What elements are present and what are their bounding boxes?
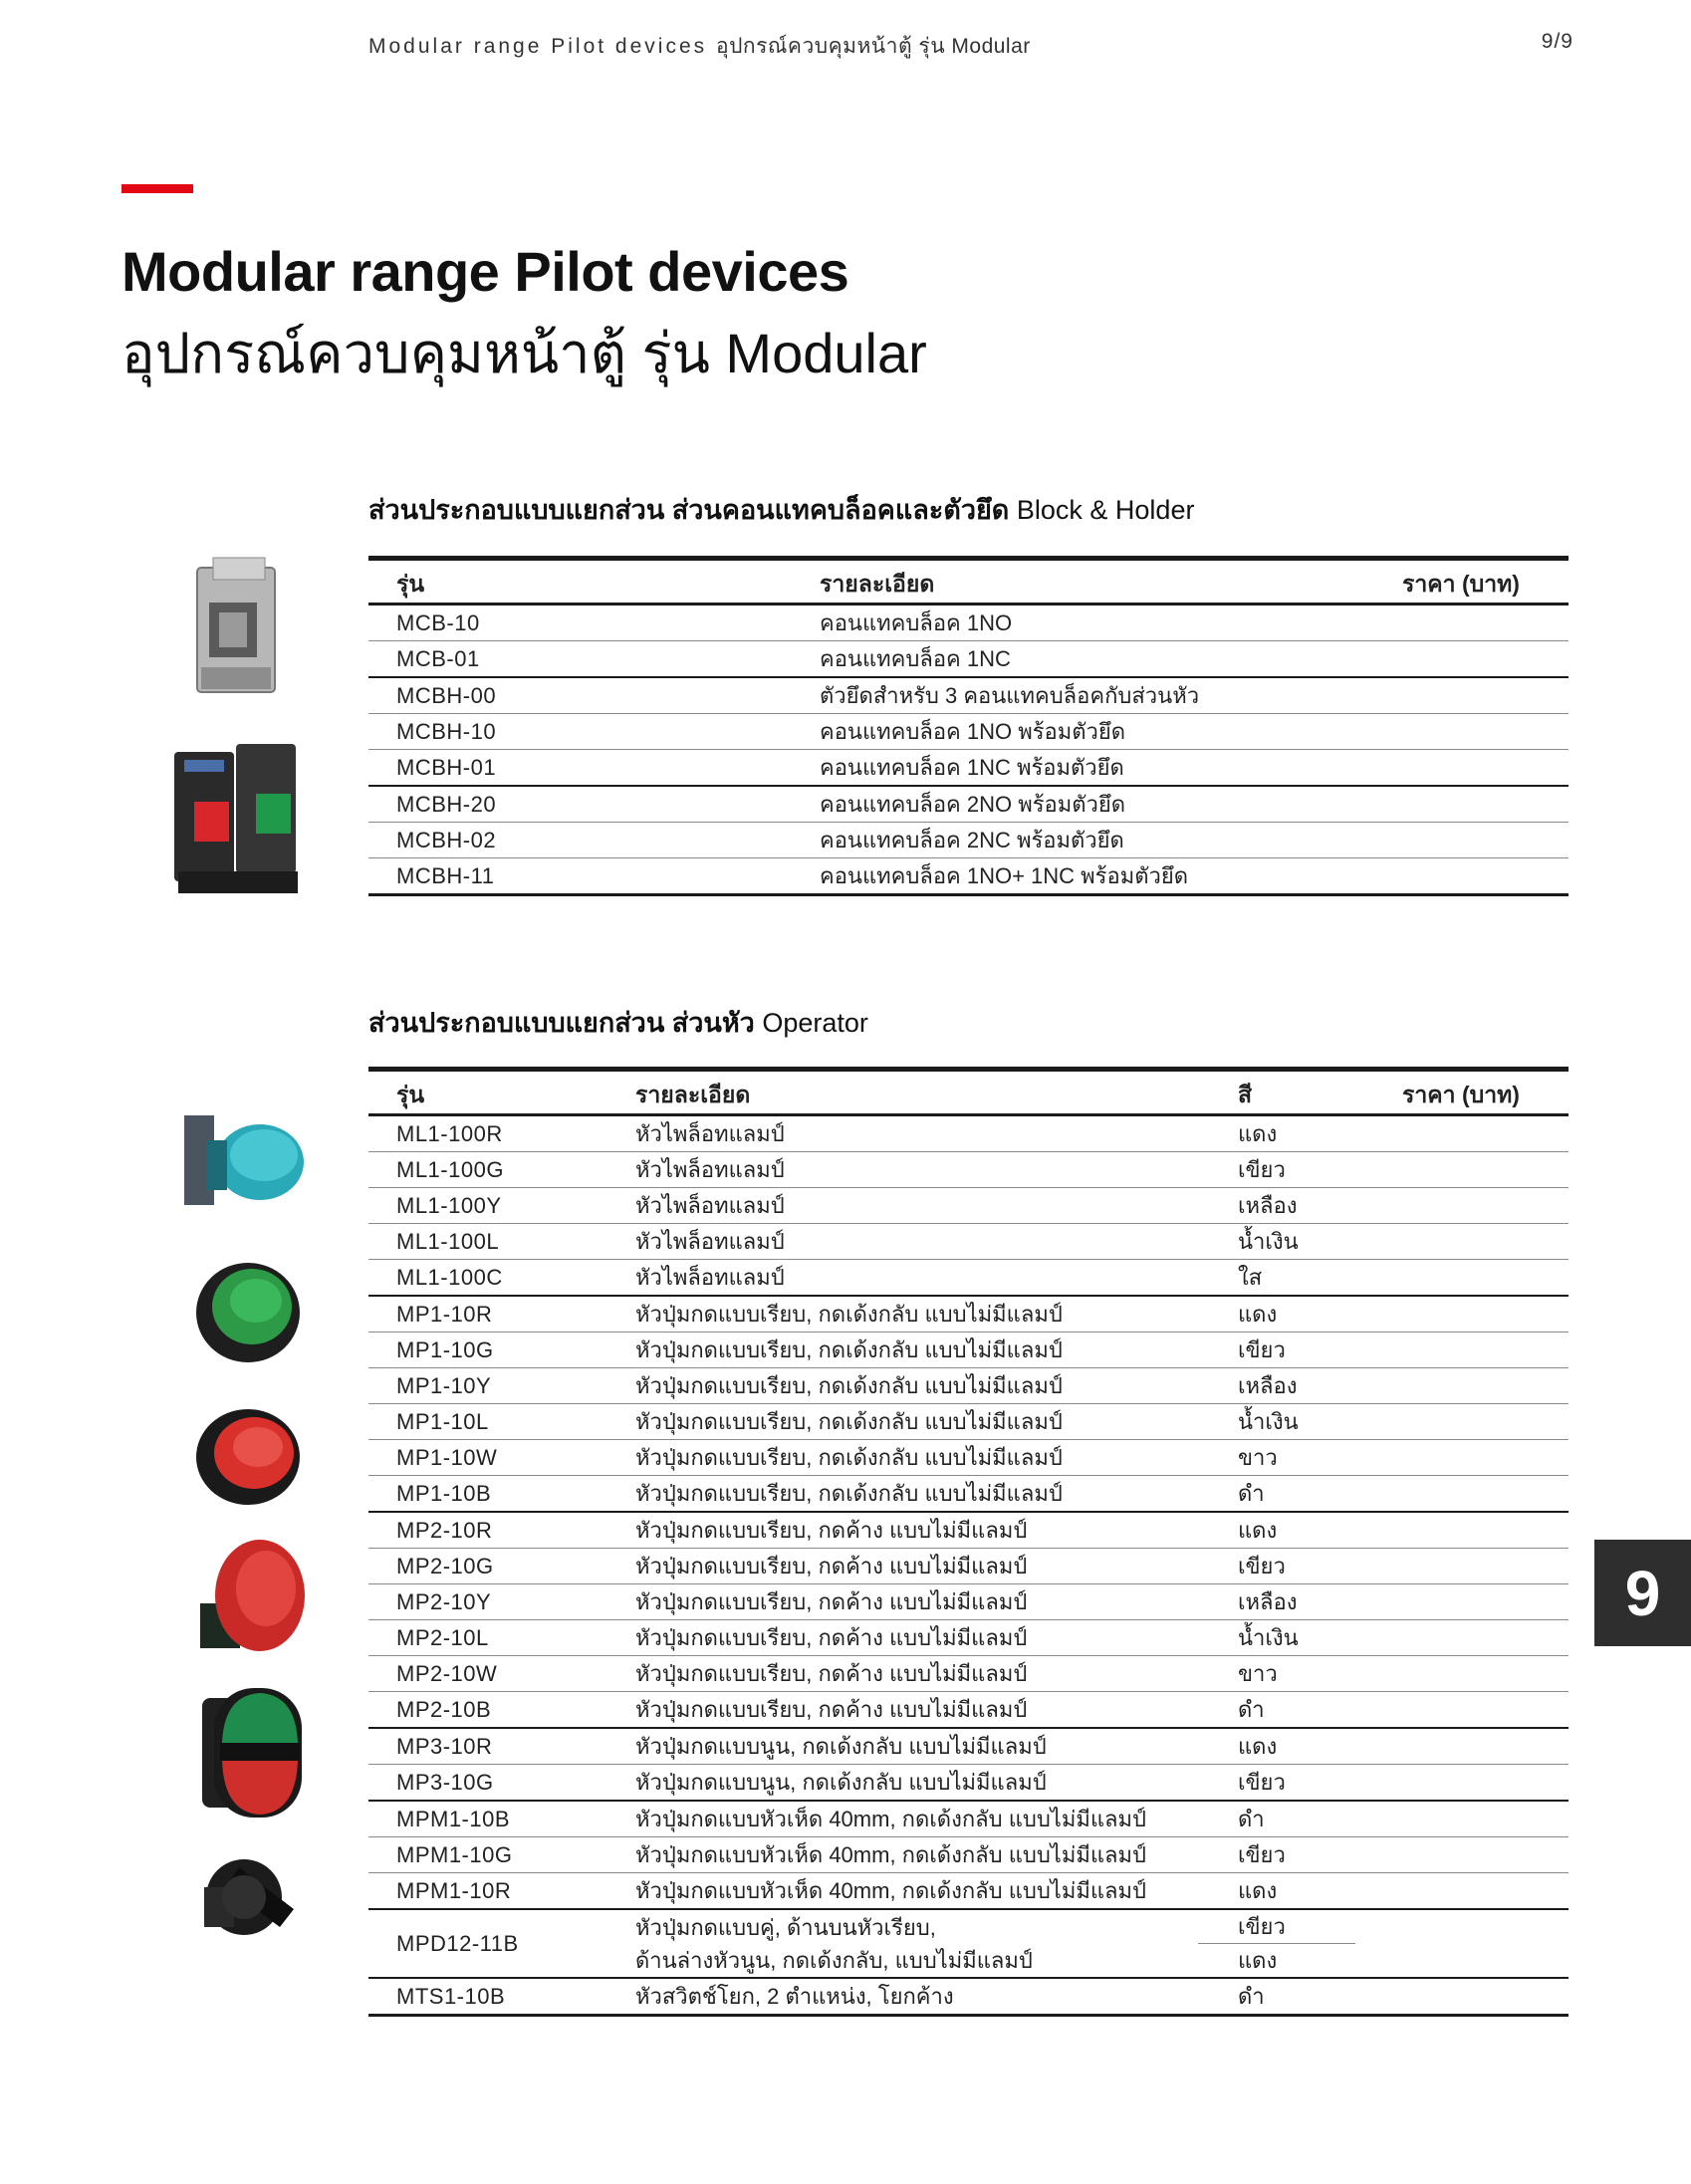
- color-cell: เขียว: [1210, 1765, 1374, 1802]
- detail-cell: หัวปุ่มกดแบบเรียบ, กดค้าง แบบไม่มีแลมป์: [607, 1620, 1210, 1656]
- table-row: [368, 1260, 1569, 1297]
- col-detail-header: รายละเอียด: [607, 1070, 1210, 1115]
- detail-cell: หัวปุ่มกดแบบเรียบ, กดเด้งกลับ แบบไม่มีแลมป์: [607, 1296, 1210, 1333]
- color-cell: ใส: [1210, 1260, 1374, 1297]
- price-cell: [1374, 1404, 1569, 1440]
- model-cell: MP1-10B: [368, 1476, 607, 1513]
- color-cell: ขาว: [1210, 1440, 1374, 1476]
- price-cell: [1374, 786, 1569, 823]
- price-cell: [1374, 1260, 1569, 1297]
- red-mushroom-button-image: [192, 1534, 307, 1658]
- detail-cell: หัวไพล็อทแลมป์: [607, 1152, 1210, 1188]
- selector-switch-image: [194, 1847, 309, 1947]
- contact-block-image: [179, 543, 289, 702]
- table-row: [368, 677, 1569, 714]
- model-cell: MP1-10W: [368, 1440, 607, 1476]
- section1-title: [368, 488, 1194, 531]
- model-cell: MPM1-10R: [368, 1873, 607, 1910]
- model-cell: MPM1-10B: [368, 1801, 607, 1837]
- price-cell: [1374, 858, 1569, 895]
- color-cell: แดง: [1210, 1873, 1374, 1910]
- color-cell: ดำ: [1210, 1476, 1374, 1513]
- table-row: [368, 1296, 1569, 1333]
- detail-cell: หัวปุ่มกดแบบเรียบ, กดเด้งกลับ แบบไม่มีแลมป์: [607, 1404, 1210, 1440]
- detail-cell: หัวปุ่มกดแบบหัวเห็ด 40mm, กดเด้งกลับ แบบไม่มีแลมป์: [607, 1837, 1210, 1873]
- model-cell: MP3-10G: [368, 1765, 607, 1802]
- running-title-en: Modular range Pilot devices: [368, 35, 708, 58]
- color-cell: เหลือง: [1210, 1188, 1374, 1224]
- price-cell: [1374, 677, 1569, 714]
- running-header: [368, 30, 1031, 63]
- detail-cell: หัวปุ่มกดแบบเรียบ, กดเด้งกลับ แบบไม่มีแลมป์: [607, 1476, 1210, 1513]
- detail-cell: [607, 1909, 1210, 1978]
- detail-cell: หัวปุ่มกดแบบเรียบ, กดค้าง แบบไม่มีแลมป์: [607, 1584, 1210, 1620]
- detail-cell: หัวไพล็อทแลมป์: [607, 1188, 1210, 1224]
- model-cell: MP2-10W: [368, 1656, 607, 1692]
- section2-title-en: Operator: [762, 1008, 868, 1038]
- table-row: [368, 1549, 1569, 1584]
- table-row: [368, 1978, 1569, 2016]
- model-cell: ML1-100L: [368, 1224, 607, 1260]
- table-row: [368, 1404, 1569, 1440]
- price-cell: [1374, 1115, 1569, 1152]
- detail-cell: หัวสวิตช์โยก, 2 ตำแหน่ง, โยกค้าง: [607, 1978, 1210, 2016]
- table-row: [368, 1620, 1569, 1656]
- detail-cell: หัวปุ่มกดแบบหัวเห็ด 40mm, กดเด้งกลับ แบบไม่มีแลมป์: [607, 1873, 1210, 1910]
- table-row: [368, 1152, 1569, 1188]
- color-line-1: เขียว: [1198, 1910, 1355, 1944]
- price-cell: [1374, 1296, 1569, 1333]
- detail-cell: คอนแทคบล็อค 1NC พร้อมตัวยึด: [792, 750, 1374, 787]
- table-row: [368, 1765, 1569, 1802]
- table-row: [368, 750, 1569, 787]
- table-header-row: [368, 1070, 1569, 1115]
- color-cell: แดง: [1210, 1512, 1374, 1549]
- detail-cell: คอนแทคบล็อค 1NC: [792, 641, 1374, 678]
- detail-cell: หัวปุ่มกดแบบนูน, กดเด้งกลับ แบบไม่มีแลมป์: [607, 1728, 1210, 1765]
- section2-title: [368, 1001, 868, 1044]
- model-cell: ML1-100Y: [368, 1188, 607, 1224]
- price-cell: [1374, 1978, 1569, 2016]
- color-cell: [1210, 1909, 1374, 1978]
- model-cell: MCBH-01: [368, 750, 792, 787]
- table-row: [368, 1224, 1569, 1260]
- model-cell: ML1-100C: [368, 1260, 607, 1297]
- detail-cell: คอนแทคบล็อค 1NO พร้อมตัวยึด: [792, 714, 1374, 750]
- table-row: [368, 1188, 1569, 1224]
- table-row: [368, 1728, 1569, 1765]
- detail-cell: คอนแทคบล็อค 2NO พร้อมตัวยึด: [792, 786, 1374, 823]
- page-number: 9/9: [1541, 30, 1573, 53]
- price-cell: [1374, 1837, 1569, 1873]
- red-flush-button-image: [192, 1399, 304, 1509]
- table-header-row: [368, 559, 1569, 605]
- color-cell: เหลือง: [1210, 1584, 1374, 1620]
- table-row: [368, 1837, 1569, 1873]
- model-cell: MCB-10: [368, 605, 792, 641]
- model-cell: MP1-10L: [368, 1404, 607, 1440]
- table-row: [368, 1476, 1569, 1513]
- green-flush-button-image: [192, 1253, 304, 1367]
- detail-cell: หัวปุ่มกดแบบเรียบ, กดค้าง แบบไม่มีแลมป์: [607, 1512, 1210, 1549]
- price-cell: [1374, 1765, 1569, 1802]
- model-cell: MP2-10R: [368, 1512, 607, 1549]
- model-cell: MCBH-00: [368, 677, 792, 714]
- table-row: [368, 1368, 1569, 1404]
- color-cell: แดง: [1210, 1115, 1374, 1152]
- chapter-tab: 9: [1594, 1540, 1691, 1646]
- detail-cell: หัวปุ่มกดแบบเรียบ, กดค้าง แบบไม่มีแลมป์: [607, 1549, 1210, 1584]
- model-cell: MCBH-11: [368, 858, 792, 895]
- price-cell: [1374, 1512, 1569, 1549]
- model-cell: MP1-10Y: [368, 1368, 607, 1404]
- price-cell: [1374, 1656, 1569, 1692]
- color-cell: ดำ: [1210, 1978, 1374, 2016]
- model-cell: MCB-01: [368, 641, 792, 678]
- color-cell: น้ำเงิน: [1210, 1224, 1374, 1260]
- table-row: [368, 1692, 1569, 1729]
- table-row: [368, 858, 1569, 895]
- col-detail-header: รายละเอียด: [792, 559, 1374, 605]
- detail-line-2: ด้านล่างหัวนูน, กดเด้งกลับ, แบบไม่มีแลมป์: [635, 1947, 1033, 1973]
- table-row: [368, 1909, 1569, 1978]
- model-cell: MP2-10Y: [368, 1584, 607, 1620]
- price-cell: [1374, 1476, 1569, 1513]
- price-cell: [1374, 1584, 1569, 1620]
- model-cell: MPM1-10G: [368, 1837, 607, 1873]
- col-price-header: ราคา (บาท): [1374, 1070, 1569, 1115]
- price-cell: [1374, 1873, 1569, 1910]
- table-row: [368, 714, 1569, 750]
- price-cell: [1374, 1801, 1569, 1837]
- model-cell: MP1-10R: [368, 1296, 607, 1333]
- detail-cell: หัวไพล็อทแลมป์: [607, 1224, 1210, 1260]
- model-cell: ML1-100G: [368, 1152, 607, 1188]
- page-title-th: อุปกรณ์ควบคุมหน้าตู้ รุ่น Modular: [121, 322, 927, 384]
- detail-cell: หัวปุ่มกดแบบเรียบ, กดค้าง แบบไม่มีแลมป์: [607, 1692, 1210, 1729]
- detail-cell: หัวไพล็อทแลมป์: [607, 1260, 1210, 1297]
- price-cell: [1374, 1728, 1569, 1765]
- section1-title-en: Block & Holder: [1016, 495, 1195, 525]
- model-cell: MP2-10B: [368, 1692, 607, 1729]
- col-model-header: รุ่น: [368, 559, 792, 605]
- accent-bar: [121, 184, 193, 193]
- detail-cell: หัวปุ่มกดแบบเรียบ, กดค้าง แบบไม่มีแลมป์: [607, 1656, 1210, 1692]
- price-cell: [1374, 605, 1569, 641]
- page-title-en: Modular range Pilot devices: [121, 240, 849, 303]
- operator-table: [368, 1067, 1569, 2017]
- color-cell: น้ำเงิน: [1210, 1620, 1374, 1656]
- detail-cell: หัวปุ่มกดแบบเรียบ, กดเด้งกลับ แบบไม่มีแลมป์: [607, 1440, 1210, 1476]
- detail-cell: หัวไพล็อทแลมป์: [607, 1115, 1210, 1152]
- price-cell: [1374, 1188, 1569, 1224]
- col-price-header: ราคา (บาท): [1374, 559, 1569, 605]
- table-row: [368, 1333, 1569, 1368]
- price-cell: [1374, 714, 1569, 750]
- table-row: [368, 1584, 1569, 1620]
- model-cell: MP2-10G: [368, 1549, 607, 1584]
- detail-cell: คอนแทคบล็อค 1NO+ 1NC พร้อมตัวยึด: [792, 858, 1374, 895]
- model-cell: MPD12-11B: [368, 1909, 607, 1978]
- running-title-th: อุปกรณ์ควบคุมหน้าตู้ รุ่น Modular: [715, 35, 1031, 58]
- price-cell: [1374, 1224, 1569, 1260]
- table-row: [368, 1512, 1569, 1549]
- detail-cell: หัวปุ่มกดแบบเรียบ, กดเด้งกลับ แบบไม่มีแลมป์: [607, 1333, 1210, 1368]
- price-cell: [1374, 1909, 1569, 1978]
- color-cell: เขียว: [1210, 1333, 1374, 1368]
- price-cell: [1374, 750, 1569, 787]
- table-row: [368, 641, 1569, 678]
- table-row: [368, 1801, 1569, 1837]
- model-cell: MCBH-02: [368, 823, 792, 858]
- price-cell: [1374, 1333, 1569, 1368]
- table-row: [368, 1115, 1569, 1152]
- detail-cell: หัวปุ่มกดแบบนูน, กดเด้งกลับ แบบไม่มีแลมป์: [607, 1765, 1210, 1802]
- table-row: [368, 823, 1569, 858]
- col-color-header: สี: [1210, 1070, 1374, 1115]
- block-holder-table: [368, 556, 1569, 896]
- col-model-header: รุ่น: [368, 1070, 607, 1115]
- model-cell: MP3-10R: [368, 1728, 607, 1765]
- detail-cell: ตัวยึดสำหรับ 3 คอนแทคบล็อคกับส่วนหัว: [792, 677, 1374, 714]
- model-cell: MP2-10L: [368, 1620, 607, 1656]
- section1-title-th: ส่วนประกอบแบบแยกส่วน ส่วนคอนแทคบล็อคและตัวยึด: [368, 495, 1010, 525]
- model-cell: MP1-10G: [368, 1333, 607, 1368]
- table-row: [368, 605, 1569, 641]
- color-line-2: แดง: [1238, 1948, 1278, 1973]
- model-cell: MCBH-20: [368, 786, 792, 823]
- detail-cell: หัวปุ่มกดแบบเรียบ, กดเด้งกลับ แบบไม่มีแลมป์: [607, 1368, 1210, 1404]
- price-cell: [1374, 823, 1569, 858]
- price-cell: [1374, 1549, 1569, 1584]
- contact-block-holder-image: [164, 732, 314, 901]
- model-cell: MCBH-10: [368, 714, 792, 750]
- color-cell: เขียว: [1210, 1152, 1374, 1188]
- color-cell: ดำ: [1210, 1801, 1374, 1837]
- model-cell: MTS1-10B: [368, 1978, 607, 2016]
- table-row: [368, 1440, 1569, 1476]
- detail-cell: คอนแทคบล็อค 2NC พร้อมตัวยึด: [792, 823, 1374, 858]
- color-cell: เขียว: [1210, 1837, 1374, 1873]
- price-cell: [1374, 1368, 1569, 1404]
- section2-title-th: ส่วนประกอบแบบแยกส่วน ส่วนหัว: [368, 1008, 755, 1038]
- detail-cell: หัวปุ่มกดแบบหัวเห็ด 40mm, กดเด้งกลับ แบบไม่มีแลมป์: [607, 1801, 1210, 1837]
- double-push-button-image: [194, 1683, 309, 1822]
- color-cell: เหลือง: [1210, 1368, 1374, 1404]
- table-row: [368, 786, 1569, 823]
- detail-line-1: หัวปุ่มกดแบบคู่, ด้านบนหัวเรียบ,: [635, 1914, 936, 1940]
- table-row: [368, 1873, 1569, 1910]
- color-cell: ขาว: [1210, 1656, 1374, 1692]
- color-cell: แดง: [1210, 1728, 1374, 1765]
- color-cell: แดง: [1210, 1296, 1374, 1333]
- price-cell: [1374, 1440, 1569, 1476]
- color-cell: เขียว: [1210, 1549, 1374, 1584]
- price-cell: [1374, 1692, 1569, 1729]
- pilot-lamp-image: [182, 1110, 307, 1210]
- color-cell: น้ำเงิน: [1210, 1404, 1374, 1440]
- price-cell: [1374, 641, 1569, 678]
- table-row: [368, 1656, 1569, 1692]
- price-cell: [1374, 1620, 1569, 1656]
- color-cell: ดำ: [1210, 1692, 1374, 1729]
- price-cell: [1374, 1152, 1569, 1188]
- model-cell: ML1-100R: [368, 1115, 607, 1152]
- detail-cell: คอนแทคบล็อค 1NO: [792, 605, 1374, 641]
